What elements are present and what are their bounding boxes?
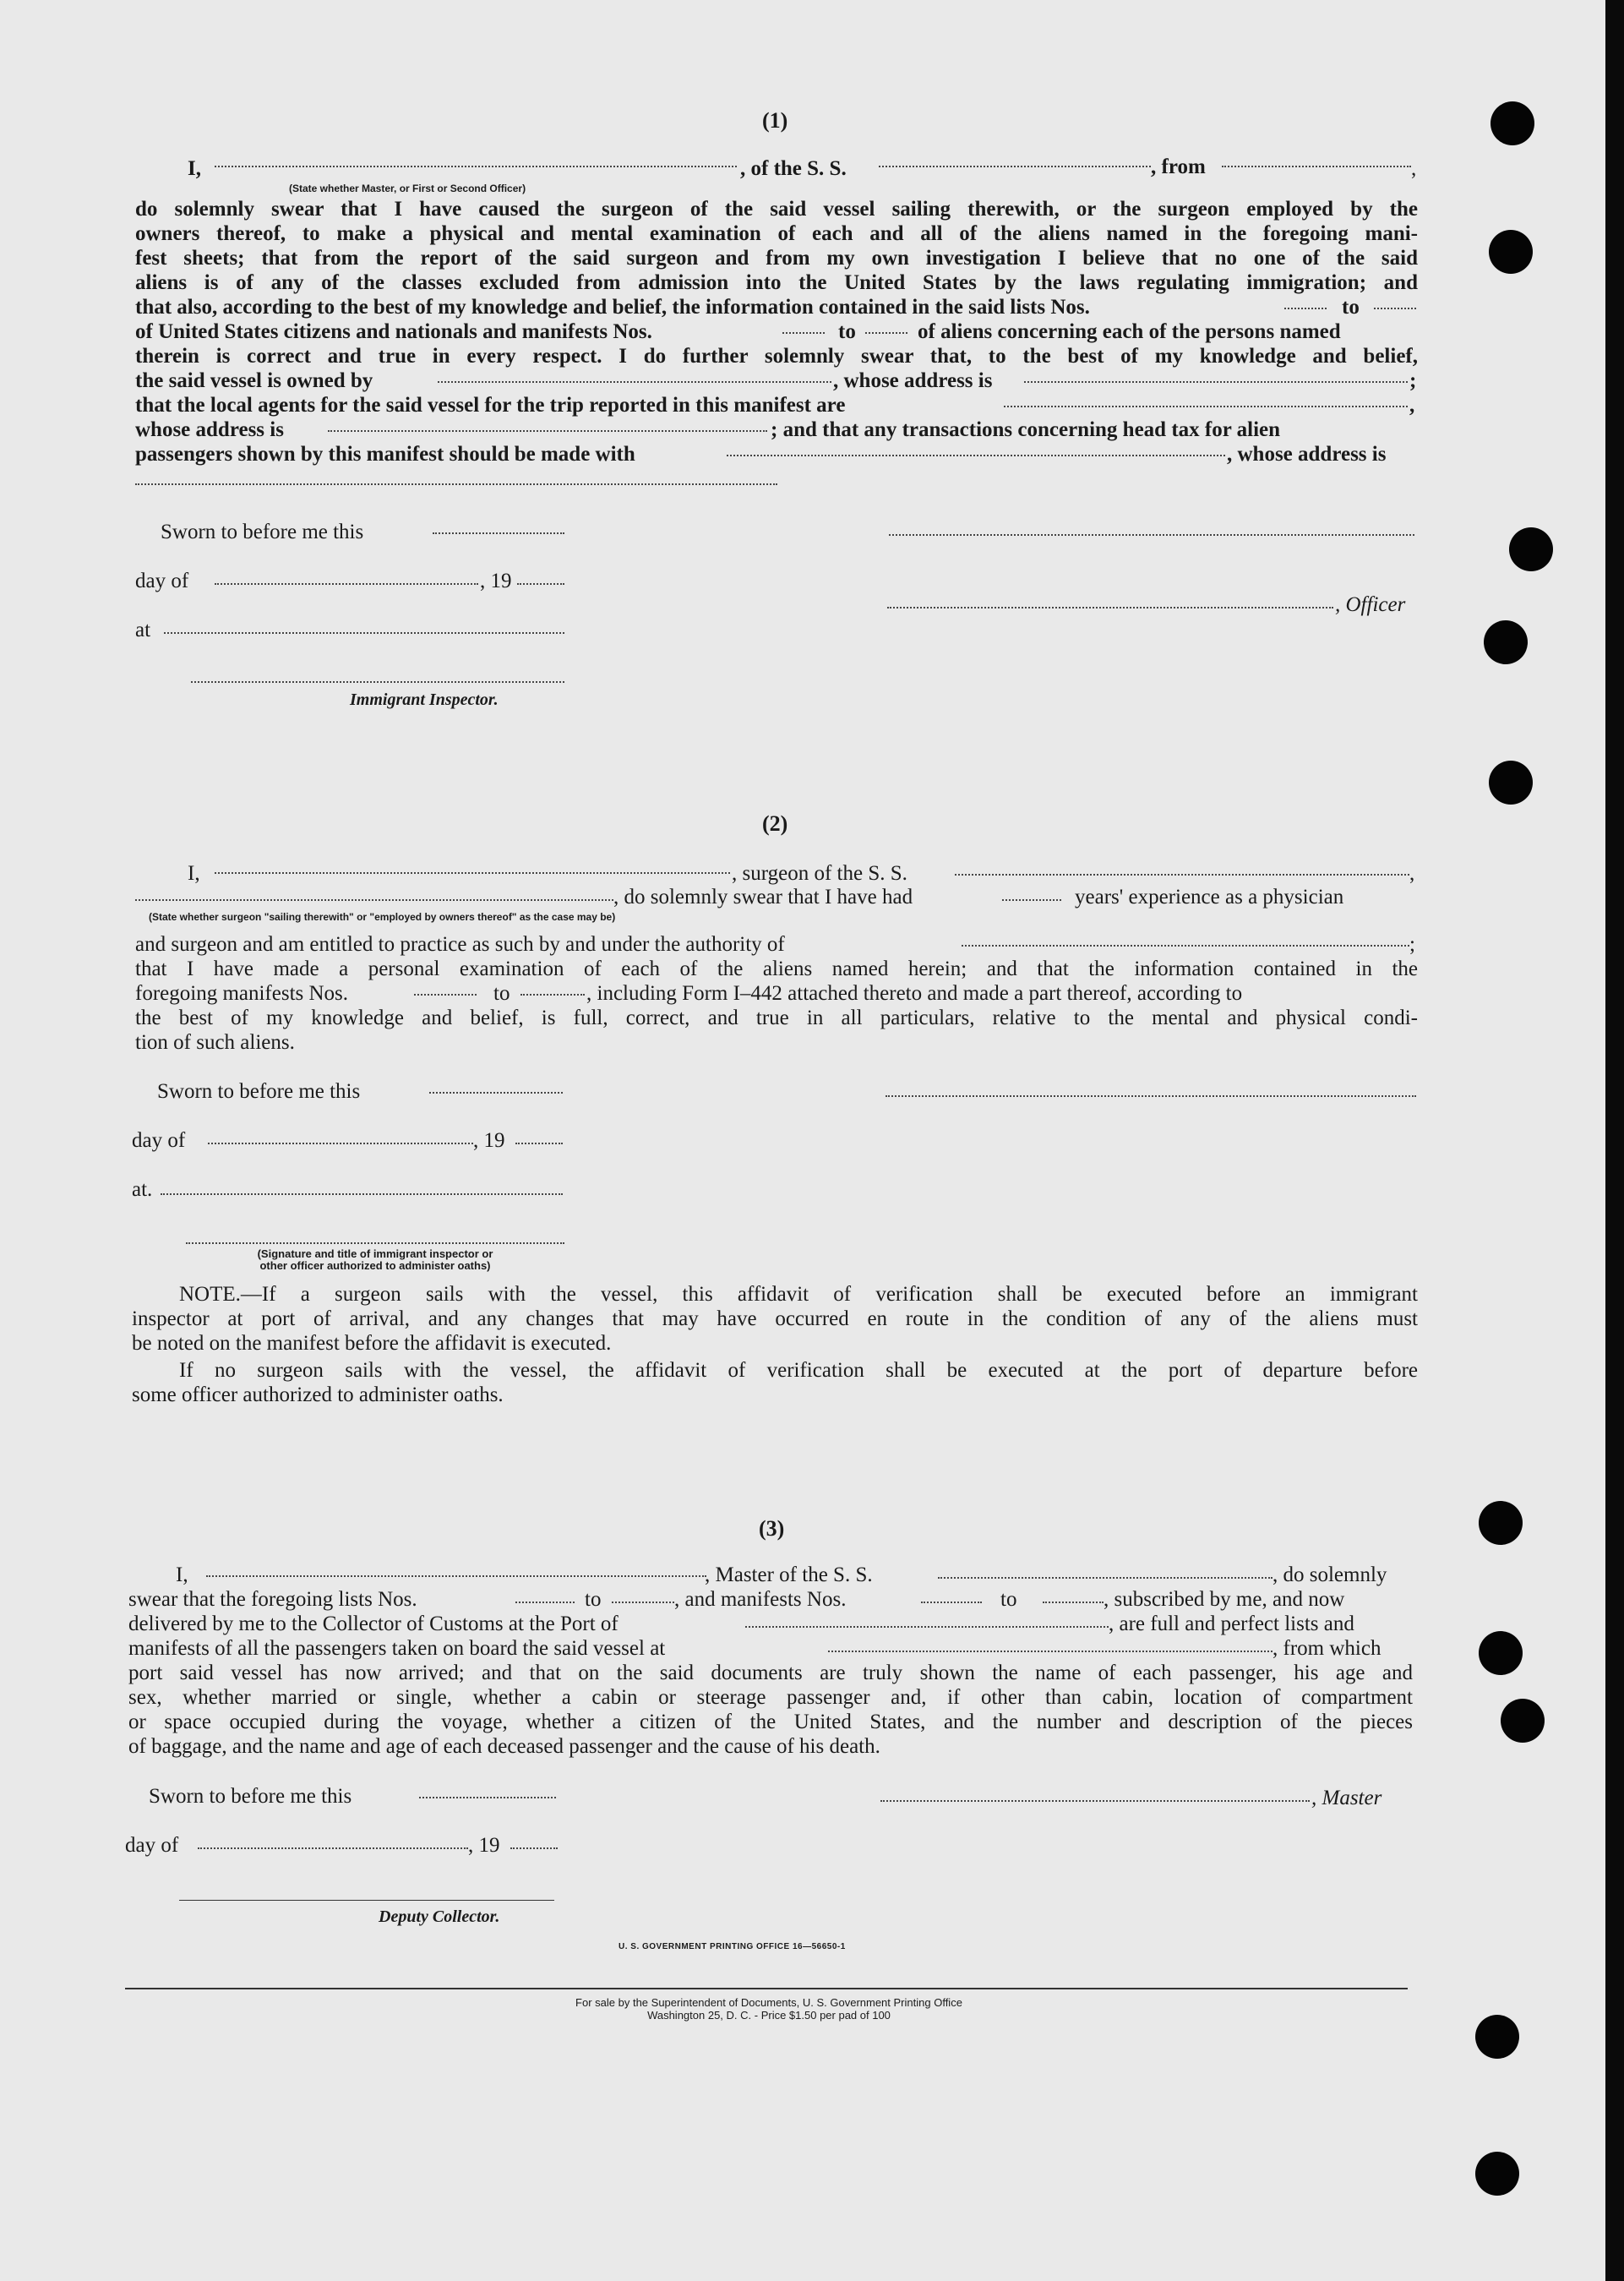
s3-p2a: delivered by me to the Collector of Customs at the Port of — [128, 1613, 619, 1635]
s2-p3b: to — [493, 982, 510, 1005]
s1-manifests-from[interactable] — [782, 332, 825, 334]
s3-sworn: Sworn to before me this — [149, 1785, 352, 1808]
s1-p1: do solemnly swear that I have caused the surgeon of the said vessel sailing therewith, or the surgeon employed by the — [135, 198, 1418, 221]
s3-lists-from[interactable] — [515, 1602, 575, 1603]
punch-hole — [1475, 2015, 1519, 2059]
s3-master-label: , Master — [1311, 1787, 1382, 1809]
s1-year-field[interactable] — [517, 583, 564, 585]
s3-p6: or space occupied during the voyage, whether a citizen of the United States, and the number and description of the pieces — [128, 1711, 1413, 1733]
s1-dayof: day of — [135, 570, 189, 592]
s1-at-field[interactable] — [164, 632, 564, 634]
s2-note-5: some officer authorized to administer oaths. — [132, 1383, 504, 1406]
s2-years-field[interactable] — [1002, 899, 1061, 901]
s1-p6a: of United States citizens and nationals and manifests Nos. — [135, 320, 652, 343]
s2-line2a: , do solemnly swear that I have had — [613, 886, 913, 909]
s3-p4: port said vessel has now arrived; and that on the said documents are truly shown the name of each passenger, his age and — [128, 1662, 1413, 1684]
punch-hole — [1501, 1699, 1545, 1743]
s2-vessel-field[interactable] — [955, 874, 1409, 876]
s1-p7: therein is correct and true in every respect. I do further solemnly swear that, to the best of my knowledge and belief, — [135, 345, 1418, 368]
s3-p1d: to — [1000, 1588, 1017, 1611]
s1-officer-line[interactable] — [887, 607, 1333, 608]
s1-p4: aliens is of any of the classes excluded from admission into the United States by the laws regulating immigration; and — [135, 271, 1418, 294]
s1-name-field[interactable] — [215, 166, 737, 167]
s1-sworn: Sworn to before me this — [161, 521, 364, 543]
s1-inspector-label: Immigrant Inspector. — [350, 690, 499, 709]
s2-signature-line[interactable] — [886, 1095, 1416, 1097]
s2-line2b: years' experience as a physician — [1075, 886, 1344, 909]
punch-hole — [1509, 527, 1553, 571]
s3-collector-label: Deputy Collector. — [379, 1907, 500, 1926]
footer-rule — [125, 1988, 1408, 1989]
s1-line1-of: , of the S. S. — [740, 157, 847, 180]
s1-owner-address-field[interactable] — [1024, 381, 1408, 383]
sale-line-2: Washington 25, D. C. - Price $1.50 per pad of 100 — [647, 2009, 891, 2022]
s3-p1a: swear that the foregoing lists Nos. — [128, 1588, 417, 1611]
s1-owner-field[interactable] — [438, 381, 831, 383]
s2-note-3: be noted on the manifest before the affidavit is executed. — [132, 1332, 612, 1355]
s1-agents-address-field[interactable] — [328, 430, 767, 432]
s2-dayof: day of — [132, 1129, 186, 1152]
s1-p5a: that also, according to the best of my knowledge and belief, the information contained in the said lists Nos. — [135, 296, 1090, 319]
s3-dayof: day of — [125, 1834, 179, 1857]
s2-p3c: , including Form I–442 attached thereto and made a part thereof, according to — [586, 982, 1243, 1005]
s1-p9a: that the local agents for the said vessel for the trip reported in this manifest are — [135, 394, 846, 417]
s3-sworn-date-field[interactable] — [419, 1797, 556, 1798]
s1-agents-field[interactable] — [1004, 406, 1408, 407]
s3-lists-to[interactable] — [612, 1602, 674, 1603]
s3-line1-end: , do solemnly — [1272, 1563, 1387, 1586]
s2-note-text-1: —If a surgeon sails with the vessel, this affidavit of verification shall be executed before an immigrant — [240, 1283, 1418, 1306]
s3-manifests-to[interactable] — [1043, 1602, 1104, 1603]
s3-year: , 19 — [468, 1834, 500, 1857]
s2-at-field[interactable] — [161, 1193, 563, 1195]
s1-lists-to[interactable] — [1374, 308, 1416, 309]
s3-vessel-field[interactable] — [938, 1577, 1272, 1579]
s1-inspector-line[interactable] — [191, 681, 564, 683]
s3-boarded-at-field[interactable] — [828, 1651, 1272, 1652]
s2-line1-surgeon: , surgeon of the S. S. — [732, 862, 907, 885]
section-1-number: (1) — [762, 108, 788, 133]
s1-officer-signature-line[interactable] — [889, 534, 1414, 536]
s2-status-field[interactable] — [135, 899, 613, 901]
s2-note-1 — [179, 1283, 1418, 1307]
s1-manifests-to[interactable] — [865, 332, 907, 334]
s1-headtax-field[interactable] — [727, 455, 1225, 456]
s1-p3: fest sheets; that from the report of the said surgeon and from my own investigation I believe that no one of the said — [135, 247, 1418, 270]
section-3-number: (3) — [759, 1516, 785, 1541]
s3-manifests-from[interactable] — [921, 1602, 982, 1603]
s3-p3b: , from which — [1272, 1637, 1381, 1660]
s1-p6c: of aliens concerning each of the persons named — [918, 320, 1341, 343]
s1-year: , 19 — [480, 570, 512, 592]
s1-line1-end: , — [1411, 157, 1417, 180]
s3-p1e: , subscribed by me, and now — [1104, 1588, 1345, 1611]
s2-manifests-from[interactable] — [414, 994, 477, 996]
punch-hole — [1490, 101, 1534, 145]
s3-collector-line[interactable] — [179, 1900, 554, 1901]
s2-line1-i: I, — [188, 862, 200, 885]
s3-month-field[interactable] — [198, 1847, 468, 1849]
s1-headtax-address-field[interactable] — [135, 483, 777, 485]
s2-caption: (State whether surgeon "sailing therewith" or "employed by owners thereof" as the case may be) — [149, 911, 616, 923]
s1-sworn-date-field[interactable] — [433, 532, 564, 534]
s3-name-field[interactable] — [206, 1575, 706, 1577]
s1-at: at — [135, 619, 151, 641]
s2-line1-end: , — [1409, 862, 1415, 885]
s2-name-field[interactable] — [215, 872, 730, 874]
s1-p8a: the said vessel is owned by — [135, 369, 373, 392]
sale-line-1: For sale by the Superintendent of Documents, U. S. Government Printing Office — [575, 1996, 962, 2009]
s1-p2: owners thereof, to make a physical and mental examination of each and all of the aliens named in the foregoing mani- — [135, 222, 1418, 245]
s3-year-field[interactable] — [510, 1847, 558, 1849]
s3-p2b: , are full and perfect lists and — [1109, 1613, 1354, 1635]
s3-p1b: to — [585, 1588, 602, 1611]
s3-line1-i: I, — [176, 1563, 188, 1586]
s3-line1-master: , Master of the S. S. — [705, 1563, 873, 1586]
s2-p3a: foregoing manifests Nos. — [135, 982, 349, 1005]
s1-line1-from: , from — [1151, 156, 1206, 178]
section-2-number: (2) — [762, 811, 788, 836]
s3-p5: sex, whether married or single, whether a cabin or steerage passenger and, if other than cabin, location of compartment — [128, 1686, 1413, 1709]
s1-p11b: , whose address is — [1227, 443, 1387, 466]
s1-vessel-field[interactable] — [879, 166, 1151, 167]
s1-p8c: ; — [1409, 369, 1417, 392]
s2-year: , 19 — [473, 1129, 505, 1152]
punch-hole — [1489, 230, 1533, 274]
punch-hole — [1479, 1631, 1523, 1675]
s2-sworn-date-field[interactable] — [429, 1092, 563, 1094]
s3-p3a: manifests of all the passengers taken on board the said vessel at — [128, 1637, 666, 1660]
punch-hole — [1479, 1501, 1523, 1545]
s3-port-field[interactable] — [745, 1626, 1109, 1628]
s2-manifests-to[interactable] — [520, 994, 585, 996]
s2-sworn: Sworn to before me this — [157, 1080, 361, 1103]
s1-officer-label: , Officer — [1335, 593, 1406, 616]
s1-p10a: whose address is — [135, 418, 284, 441]
s2-month-field[interactable] — [208, 1143, 473, 1144]
s2-note-2: inspector at port of arrival, and any changes that may have occurred en route in the condition of any of the aliens must — [132, 1307, 1418, 1330]
s3-p7: of baggage, and the name and age of each deceased passenger and the cause of his death. — [128, 1735, 880, 1758]
s2-authority-field[interactable] — [962, 945, 1409, 947]
s1-month-field[interactable] — [215, 583, 478, 585]
s1-p11a: passengers shown by this manifest should be made with — [135, 443, 635, 466]
punch-hole — [1489, 761, 1533, 805]
s2-p4: the best of my knowledge and belief, is full, correct, and true in all particulars, relative to the mental and physical condi- — [135, 1007, 1418, 1029]
s1-officer-caption: (State whether Master, or First or Second Officer) — [289, 183, 526, 194]
s1-p8b: , whose address is — [833, 369, 993, 392]
s1-p10b: ; and that any transactions concerning head tax for alien — [771, 418, 1281, 441]
punch-hole — [1484, 620, 1528, 664]
s1-p6b: to — [838, 320, 856, 343]
s2-note-label: NOTE. — [179, 1283, 241, 1306]
s1-p9b: , — [1409, 394, 1415, 417]
s2-p1a: and surgeon and am entitled to practice as such by and under the authority of — [135, 933, 785, 956]
s2-sig-caption-2: other officer authorized to administer oaths) — [259, 1259, 491, 1272]
s1-from-field[interactable] — [1222, 166, 1411, 167]
s2-at: at. — [132, 1178, 153, 1201]
s3-p1c: , and manifests Nos. — [674, 1588, 847, 1611]
s2-sig-caption-1: (Signature and title of immigrant inspector or — [257, 1247, 493, 1260]
s2-year-field[interactable] — [515, 1143, 563, 1144]
gpo-imprint: U. S. GOVERNMENT PRINTING OFFICE 16—56650-1 — [619, 1942, 846, 1951]
s1-p5b: to — [1342, 296, 1360, 319]
s2-p5: tion of such aliens. — [135, 1031, 295, 1054]
s3-master-line[interactable] — [880, 1800, 1310, 1802]
s2-inspector-line[interactable] — [186, 1242, 564, 1244]
s1-line1-i: I, — [188, 157, 201, 180]
punch-hole — [1475, 2152, 1519, 2196]
s2-note-4: If no surgeon sails with the vessel, the affidavit of verification shall be executed at the port of departure before — [179, 1359, 1418, 1382]
s2-p2: that I have made a personal examination of each of the aliens named herein; and that the information contained in the — [135, 958, 1418, 980]
s1-lists-from[interactable] — [1284, 308, 1327, 309]
s2-p1b: ; — [1409, 933, 1415, 956]
